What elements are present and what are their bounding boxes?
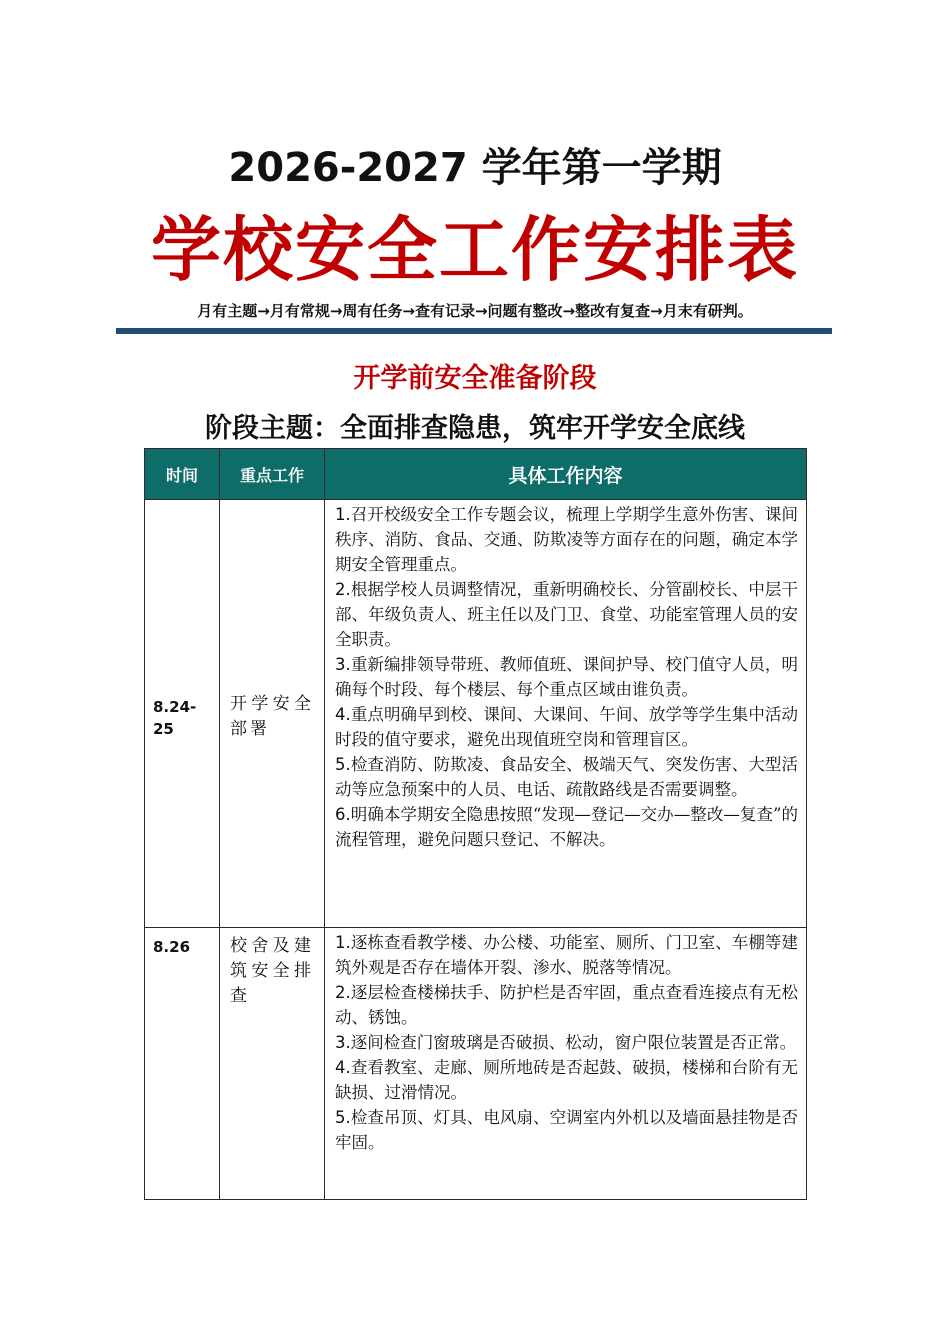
phase-theme: 阶段主题：全面排查隐患，筑牢开学安全底线 <box>205 413 745 444</box>
table-row <box>145 928 807 1200</box>
title-divider <box>116 328 832 334</box>
list-item: 2.根据学校人员调整情况，重新明确校长、分管副校长、中层干部、年级负责人、班主任以及门卫、食堂、功能室管理人员的安全职责。 <box>335 580 798 649</box>
row-time: 8.26 <box>145 928 220 1200</box>
list-item: 5.检查吊顶、灯具、电风扇、空调室内外机以及墙面悬挂物是否牢固。 <box>335 1108 798 1152</box>
main-title: 学校安全工作安排表 <box>151 209 799 291</box>
list-item: 1.逐栋查看教学楼、办公楼、功能室、厕所、门卫室、车棚等建筑外观是否存在墙体开裂、渗水、脱落等情况。 <box>335 933 798 977</box>
schedule-table <box>144 448 807 1200</box>
header-time: 时间 <box>145 449 220 500</box>
row-focus: 开学安全部署 <box>220 500 325 928</box>
list-item: 4.重点明确早到校、课间、大课间、午间、放学等学生集中活动时段的值守要求，避免出现值班空岗和管理盲区。 <box>335 705 798 749</box>
motto-line: 月有主题→月有常规→周有任务→查有记录→问题有整改→整改有复查→月末有研判。 <box>197 302 753 320</box>
list-item: 3.重新编排领导带班、教师值班、课间护导、校门值守人员，明确每个时段、每个楼层、每个重点区域由谁负责。 <box>335 655 798 699</box>
list-item: 1.召开校级安全工作专题会议，梳理上学期学生意外伤害、课间秩序、消防、食品、交通、防欺凌等方面存在的问题，确定本学期安全管理重点。 <box>335 505 798 574</box>
phase-title: 开学前安全准备阶段 <box>353 363 597 394</box>
list-item: 2.逐层检查楼梯扶手、防护栏是否牢固，重点查看连接点有无松动、锈蚀。 <box>335 983 798 1027</box>
list-item: 5.检查消防、防欺凌、食品安全、极端天气、突发伤害、大型活动等应急预案中的人员、电话、疏散路线是否需要调整。 <box>335 755 798 799</box>
row-detail <box>325 500 807 928</box>
header-focus: 重点工作 <box>220 449 325 500</box>
list-item: 3.逐间检查门窗玻璃是否破损、松动，窗户限位装置是否正常。 <box>335 1033 797 1052</box>
table-row <box>145 500 807 928</box>
header-detail: 具体工作内容 <box>325 449 807 500</box>
list-item: 6.明确本学期安全隐患按照“发现—登记—交办—整改—复查”的流程管理，避免问题只登记、不解决。 <box>335 805 798 849</box>
list-item: 4.查看教室、走廊、厕所地砖是否起鼓、破损，楼梯和台阶有无缺损、过滑情况。 <box>335 1058 798 1102</box>
row-focus: 校舍及建筑安全排查 <box>220 928 325 1200</box>
table-header-row <box>145 449 807 500</box>
row-time: 8.24-25 <box>145 500 220 928</box>
row-detail <box>325 928 807 1200</box>
semester-title: 2026-2027 学年第一学期 <box>228 145 722 191</box>
